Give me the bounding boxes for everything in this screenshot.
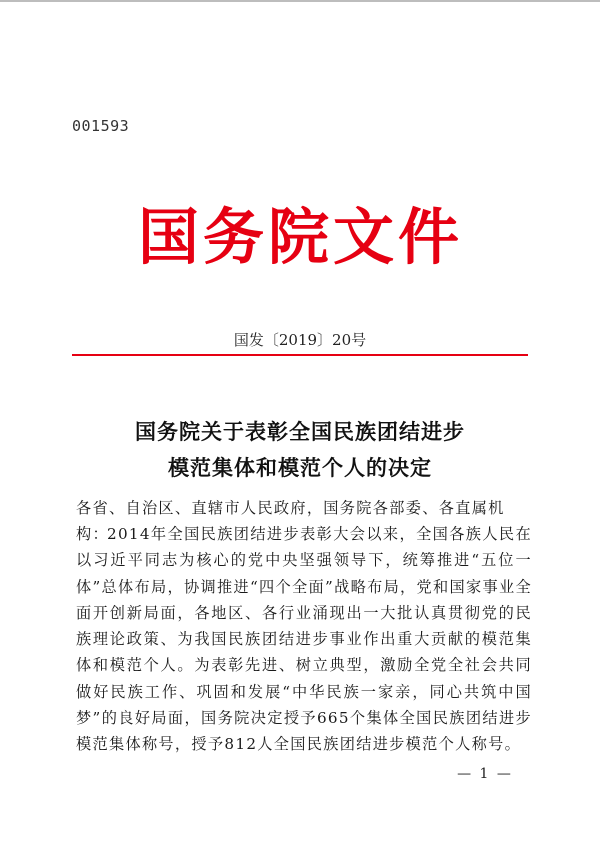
file-number: 001593 (72, 117, 130, 135)
document-title-line-2: 模范集体和模范个人的决定 (168, 455, 432, 480)
document-title-line-1: 国务院关于表彰全国民族团结进步 (135, 419, 465, 444)
body-paragraph: 2014年全国民族团结进步表彰大会以来，全国各族人民在以习近平同志为核心的党中央坚强领导下，统筹推进“五位一体”总体布局，协调推进“四个全面”战略布局，党和国家事业全面开创新局面，各地区、各行业涌现出一大批认真贯彻党的民族理论政策、为我国民族团结进步事业作出重大贡献的模范集体和模范个人。为表彰先进、树立典型，激励全党全社会共同做好民族工作、巩固和发展“中华民族一家亲，同心共筑中国梦”的良好局面，国务院决定授予665个集体全国民族团结进步模范集体称号，授予812人全国民族团结进步模范个人称号。 (76, 525, 532, 754)
issue-code: 国发〔2019〕20号 (233, 331, 367, 349)
page-number: — 1 — (457, 766, 513, 782)
salutation: 各省、自治区、直辖市人民政府，国务院各部委、各直属机构： (76, 499, 505, 544)
red-header-title: 国务院文件 (138, 202, 464, 273)
red-divider-line (72, 354, 528, 356)
page-top-edge (0, 0, 600, 2)
